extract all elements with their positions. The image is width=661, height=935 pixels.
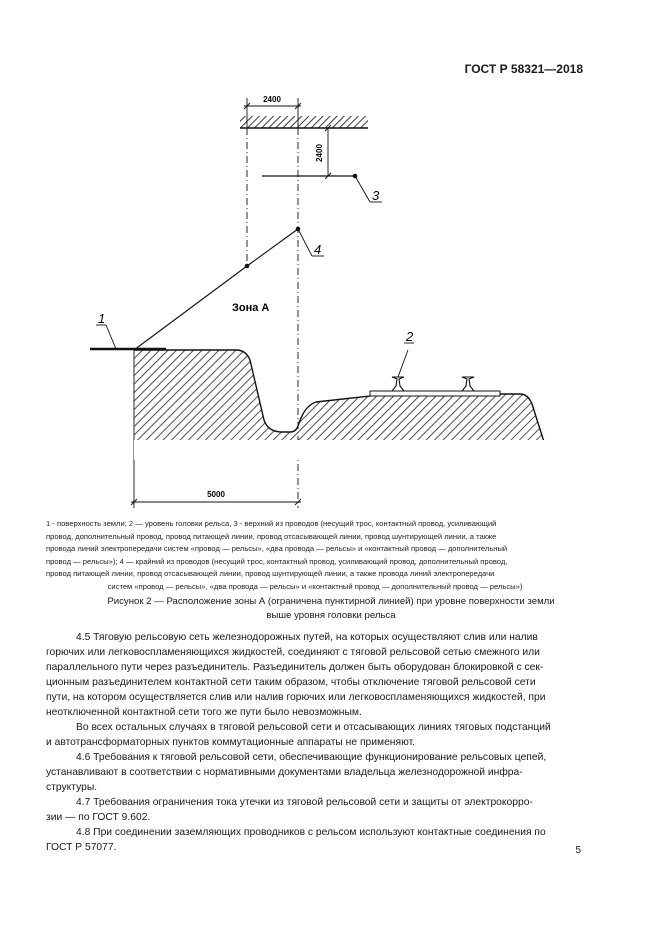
text-line: пути, на котором осуществляется слив или налив горючих или легковоспламеняющихся жидкостей, при — [46, 692, 546, 703]
paragraph-4-7 — [76, 795, 584, 810]
dimension-bottom — [131, 499, 301, 505]
text-line: неотключенной контактной сети того же пути было невозможным. — [46, 707, 362, 718]
dim-top-label: 2400 — [263, 95, 281, 104]
text-line: параллельного пути через разъединитель. Разъединитель должен быть оборудован блокировкой с сек- — [46, 662, 544, 673]
caption-line: выше уровня головки рельса — [266, 610, 396, 621]
text-line: горючих или легковоспламеняющихся жидкостей, соединяют с тяговой рельсовой сетью смежного или — [46, 647, 540, 658]
text-line: 4.8 При соединении заземляющих проводников с рельсом используют контактные соединения по — [76, 827, 546, 838]
dim-bottom-label: 5000 — [207, 490, 225, 499]
callout-1: 1 — [98, 311, 106, 326]
legend-line: провод питающей линии, провод отсасывающей линии, провод шунтирующей линии, а также провода линий электропередачи — [46, 569, 495, 579]
zone-a-label: Зона А — [232, 302, 270, 314]
document-header: ГОСТ Р 58321—2018 — [464, 62, 583, 76]
paragraph-4-5 — [76, 630, 584, 645]
body-text — [46, 630, 584, 855]
text-line: 4.6 Требования к тяговой рельсовой сети, обеспечивающие функционирование рельсовых цепей, — [76, 752, 547, 763]
paragraph-other-cases — [76, 720, 584, 735]
caption-line: Рисунок 2 — Расположение зоны А (ограничена пунктирной линией) при уровне поверхности земли — [107, 596, 555, 607]
callout-3: 3 — [372, 188, 380, 203]
paragraph-4-8 — [76, 825, 584, 840]
legend-line: 1 - поверхность земли; 2 — уровень головки рельса, 3 - верхний из проводов (несущий трос, контактный провод, усиливающий — [46, 519, 497, 528]
text-line: Во всех остальных случаях в тяговой рельсовой сети и отсасывающих линиях тяговых подстанций — [76, 722, 551, 733]
figure-legend — [46, 518, 584, 594]
text-line: 4.5 Тяговую рельсовую сеть железнодорожных путей, на которых осуществляют слив или налив — [76, 632, 538, 643]
legend-line: провод, дополнительный провод, провод питающей линии, провод отсасывающей линии, провод шунтирующей линии, а также — [46, 531, 497, 541]
callout-2: 2 — [406, 329, 414, 344]
page-number: 5 — [575, 845, 581, 856]
legend-line: провода линий электропередачи систем «провод — рельсы», «два провода — рельсы» и «контактный провод — дополнительный — [46, 544, 508, 554]
track — [370, 343, 500, 396]
text-line: структуры. — [46, 782, 98, 793]
zone-boundary-diagonal — [134, 229, 298, 350]
upper-structure — [240, 116, 368, 128]
callout-4: 4 — [314, 242, 322, 257]
text-line: и автотрансформаторных пунктов коммутационные аппараты не применяют. — [46, 737, 416, 748]
text-line: ционным разъединителем контактной сети таким образом, чтобы отключение тяговой рельсовой сети — [46, 677, 536, 688]
ground-profile — [134, 350, 546, 460]
text-line: 4.7 Требования ограничения тока утечки из тяговой рельсовой сети и защиты от электрокорро- — [76, 797, 533, 808]
text-line: зии — по ГОСТ 9.602. — [46, 812, 151, 823]
legend-line: провод — рельсы»); 4 — крайний из проводов (несущий трос, контактный провод, усиливающий провод, дополнительный провод, — [46, 556, 508, 566]
legend-line: систем «провод — рельсы», «два провода — рельсы» и «контактный провод — дополнительный провод — рельсы») — [107, 581, 523, 591]
figure-caption — [46, 595, 616, 623]
text-line: ГОСТ Р 57077. — [46, 842, 117, 853]
text-line: устанавливают в соответствии с нормативными документами владельца железнодорожной инфра- — [46, 767, 523, 778]
dimension-vertical — [325, 125, 331, 179]
paragraph-4-6 — [76, 750, 584, 765]
dim-vertical-label: 2400 — [315, 144, 324, 162]
